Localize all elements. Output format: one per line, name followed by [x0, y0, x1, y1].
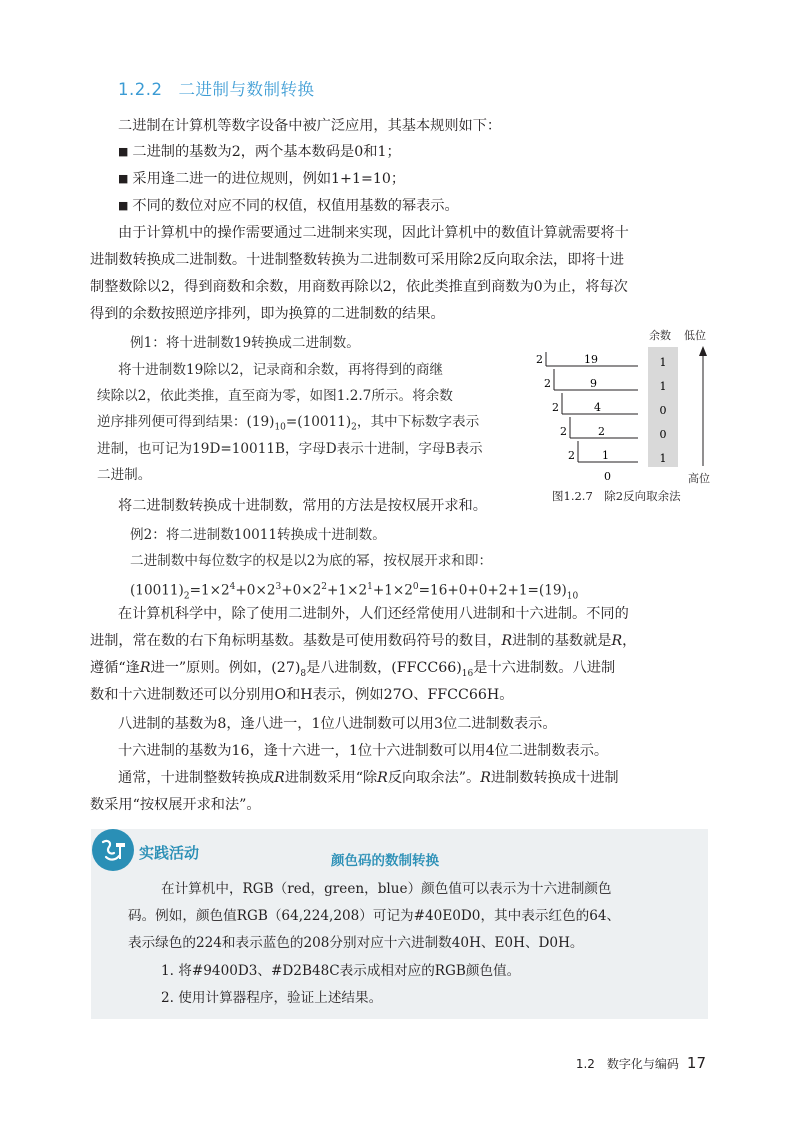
figure-caption: 图1.2.7 除2反向取余法 — [552, 489, 681, 503]
example2-formula: $(10011)_2=1\times 2^4+0\times 2^3+0\times 2^2+1\times 2^1+1\times 2^0=16+0+0+2+1=(19)_{10}$ — [130, 582, 579, 602]
practice-title: 颜色码的数制转换 — [331, 853, 439, 869]
remainder: 1 — [659, 356, 667, 369]
high-bit-label: 高位 — [688, 472, 710, 485]
rule-item: ■ 采用逢二进一的进位规则，例如1+1=10； — [118, 169, 405, 190]
intro-paragraph: 二进制在计算机等数字设备中被广泛应用，其基本规则如下： — [118, 118, 502, 134]
divisor: 2 — [568, 449, 575, 462]
example2-title: 例2：将二进制数10011转换成十进制数。 — [130, 527, 386, 543]
body-line: 由于计算机中的操作需要通过二进制来实现，因此计算机中的数值计算就需要将十 — [118, 225, 629, 241]
section-title: 二进制与数制转换 — [178, 80, 315, 99]
remainder: 0 — [659, 404, 667, 417]
example1-line: 进制，也可记为19D=10011B，字母D表示十进制，字母B表示 — [97, 441, 483, 457]
practice-line: 在计算机中，RGB（red，green，blue）颜色值可以表示为十六进制颜色 — [161, 881, 612, 897]
divisor: 2 — [560, 425, 567, 438]
division-steps — [536, 352, 667, 483]
body-line: 得到的余数按照逆序排列，即为换算的二进制数的结果。 — [90, 306, 445, 322]
practice-line: 码。例如，颜色值RGB（64,224,208）可记为#40E0D0，其中表示红色的64、 — [128, 908, 621, 924]
section-heading — [118, 76, 314, 100]
quotient: 1 — [602, 449, 609, 462]
remainder: 1 — [659, 452, 667, 465]
quotient: 2 — [598, 425, 605, 438]
practice-line: 表示绿色的224和表示蓝色的208分别对应十六进制数40H、E0H、D0H。 — [128, 935, 584, 951]
divisor: 2 — [544, 377, 551, 390]
example1-line: 二进制。 — [97, 467, 152, 483]
body-line: 在计算机科学中，除了使用二进制外，人们还经常使用八进制和十六进制。不同的 — [118, 606, 629, 622]
remainder-header: 余数 — [649, 329, 671, 342]
body-line: 数采用“按权展开求和法”。 — [90, 797, 261, 813]
body-line: 通常，十进制整数转换成R进制数采用“除R反向取余法”。R进制数转换成十进制 — [118, 770, 619, 786]
divisor: 2 — [536, 353, 543, 366]
quotient: 4 — [594, 401, 601, 414]
example2-desc: 二进制数中每位数字的权是以2为底的幂，按权展开求和即： — [130, 553, 493, 569]
body-line: 制整数除以2，得到商数和余数，用商数再除以2，依此类推直到商数为0为止，将每次 — [90, 279, 628, 295]
body-line: 八进制的基数为8，逢八进一，1位八进制数可以用3位二进制数表示。 — [118, 716, 557, 732]
example1-line: 续除以2，依此类推，直至商为零，如图1.2.7所示。将余数 — [97, 388, 453, 404]
practice-task: 2. 使用计算器程序，验证上述结果。 — [161, 990, 383, 1006]
practice-task: 1. 将#9400D3、#D2B48C表示成相对应的RGB颜色值。 — [161, 963, 521, 979]
rule-item: ■ 二进制的基数为2，两个基本数码是0和1； — [118, 142, 401, 163]
division-diagram — [528, 326, 728, 486]
formula-decimal: (19) — [246, 414, 275, 430]
example1-title: 例1：将十进制数19转换成二进制数。 — [130, 335, 360, 351]
quotient: 0 — [604, 470, 611, 483]
practice-label: 实践活动 — [139, 844, 200, 862]
remainder: 1 — [659, 380, 667, 393]
tools-icon — [92, 829, 134, 871]
body-line: 十六进制的基数为16，逢十六进一，1位十六进制数可以用4位二进制数表示。 — [118, 743, 609, 759]
practice-icon — [92, 829, 134, 871]
quotient: 19 — [584, 353, 598, 366]
body-line: 数和十六进制数还可以分别用O和H表示，例如27O、FFCC66H。 — [90, 687, 514, 703]
example1-line: 将十进制数19除以2，记录商和余数，再将得到的商继 — [118, 362, 444, 378]
quotient: 9 — [590, 377, 597, 390]
remainder: 0 — [659, 428, 667, 441]
division-figure — [528, 326, 728, 506]
formula-binary: (10011) — [297, 414, 352, 430]
footer-section: 1.2 数字化与编码 — [575, 1057, 679, 1071]
rule-item: ■ 不同的数位对应不同的权值，权值用基数的幂表示。 — [118, 196, 459, 217]
page-footer — [576, 1054, 706, 1072]
section-number: 1.2.2 — [118, 80, 163, 99]
body-line: 进制数转换成二进制数。十进制整数转换为二进制数可采用除2反向取余法，即将十进 — [90, 252, 624, 268]
example1-line: 逆序排列便可得到结果：$(19)_{10}=(10011)_2$，其中下标数字表示 — [97, 414, 480, 433]
low-bit-label: 低位 — [684, 329, 706, 342]
body-line: 遵循“逢R进一”原则。例如，$(27)_8$是八进制数，$(FFCC66)_{16}$是十六进制数。八进制 — [90, 660, 616, 679]
page-number: 17 — [686, 1054, 706, 1072]
body-line: 进制，常在数的右下角标明基数。基数是可使用数码符号的数目，R进制的基数就是R， — [90, 633, 637, 649]
divisor: 2 — [552, 401, 559, 414]
arrow-head-icon — [699, 346, 707, 356]
body-line: 将二进制数转换成十进制数，常用的方法是按权展开求和。 — [118, 498, 487, 514]
